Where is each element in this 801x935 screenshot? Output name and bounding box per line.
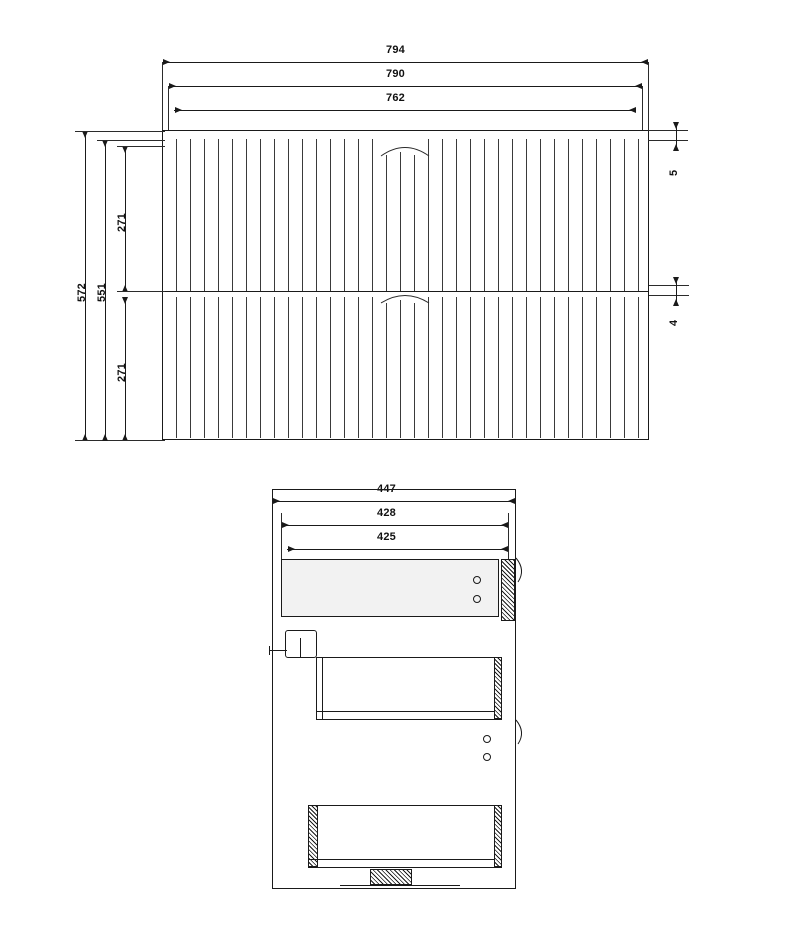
dim-arrow-271l-top (122, 297, 128, 304)
lower-drawer-box-top (308, 805, 502, 806)
upper-drawer-box-top (316, 657, 502, 658)
ext-line-271l-bottom (117, 440, 165, 441)
dim-arrow-5-bottom (673, 144, 679, 151)
plinth-base-line (340, 885, 460, 886)
ext-line-4-bottom (649, 295, 689, 296)
fixing-hole-lower-1 (483, 735, 491, 743)
plinth-support (370, 869, 412, 885)
lower-drawer-box-bottom-outer (308, 867, 502, 868)
side-handle-inner-line (300, 638, 301, 658)
lower-drawer-back-panel (494, 805, 502, 867)
upper-drawer-box-bottom-inner (316, 711, 502, 712)
upper-drawer-front-inner (322, 657, 323, 719)
side-handle-stem (269, 650, 287, 651)
ext-line-551-top (97, 140, 165, 141)
dim-label-lower-drawer-height: 271 (116, 363, 128, 382)
ext-line-4-top (649, 285, 689, 286)
dim-arrow-572-top (82, 131, 88, 138)
ext-line-794-right (648, 62, 649, 130)
fixing-hole-upper-2 (473, 595, 481, 603)
dim-arrow-762-right (629, 107, 636, 113)
side-handle-knob (285, 630, 317, 658)
upper-drawer-handle-recess (380, 138, 430, 158)
dim-label-body-depth: 425 (377, 531, 396, 543)
ext-line-271u-top (117, 146, 165, 147)
dim-arrow-5-top (673, 122, 679, 129)
side-handle-stem-end (269, 646, 270, 655)
dim-arrow-4-top (673, 277, 679, 284)
dim-arrow-271u-top (122, 146, 128, 153)
dim-label-overall-depth: 447 (377, 483, 396, 495)
ext-line-794-left (162, 62, 163, 130)
upper-drawer-box-bottom-outer (316, 719, 502, 720)
fixing-hole-upper-1 (473, 576, 481, 584)
dim-label-cabinet-width: 790 (386, 68, 405, 80)
dim-label-cabinet-depth: 428 (377, 507, 396, 519)
dim-arrow-4-bottom (673, 299, 679, 306)
dim-label-overall-height: 572 (76, 283, 88, 302)
dim-arrow-794-left (163, 59, 170, 65)
dim-label-drawer-front-width: 762 (386, 92, 405, 104)
ext-line-5-top (648, 130, 688, 131)
dim-arrow-762-left (175, 107, 182, 113)
ext-line-790-right (642, 86, 643, 130)
ext-line-572-top (75, 131, 165, 132)
upper-drawer-back-panel (494, 657, 502, 719)
ext-line-5-bottom (648, 140, 688, 141)
upper-drawer-box-left (316, 657, 317, 719)
dim-arrow-790-right (635, 83, 642, 89)
dim-line-794 (162, 62, 648, 63)
lower-drawer-front-panel (308, 805, 318, 867)
lower-drawer-box-bottom-inner (308, 859, 502, 860)
dim-label-upper-drawer-height: 271 (116, 213, 128, 232)
dim-label-cabinet-height: 551 (96, 283, 108, 302)
dim-label-drawer-gap: 4 (668, 319, 680, 326)
wall-bracket-lower (500, 718, 530, 768)
front-cabinet-body (162, 130, 649, 440)
dim-label-top-gap: 5 (668, 169, 680, 176)
side-upper-drawer-block (281, 559, 499, 617)
dim-line-762 (174, 110, 636, 111)
dim-arrow-790-left (169, 83, 176, 89)
dim-arrow-551-bottom (102, 434, 108, 441)
fixing-hole-lower-2 (483, 753, 491, 761)
dim-arrow-794-right (641, 59, 648, 65)
wall-bracket-upper (500, 556, 530, 626)
ext-line-790-left (168, 86, 169, 130)
lower-drawer-handle-recess (380, 287, 430, 305)
dim-line-790 (168, 86, 642, 87)
dim-arrow-551-top (102, 140, 108, 147)
dim-label-overall-width: 794 (386, 44, 405, 56)
ext-line-271u-bottom (117, 291, 165, 292)
